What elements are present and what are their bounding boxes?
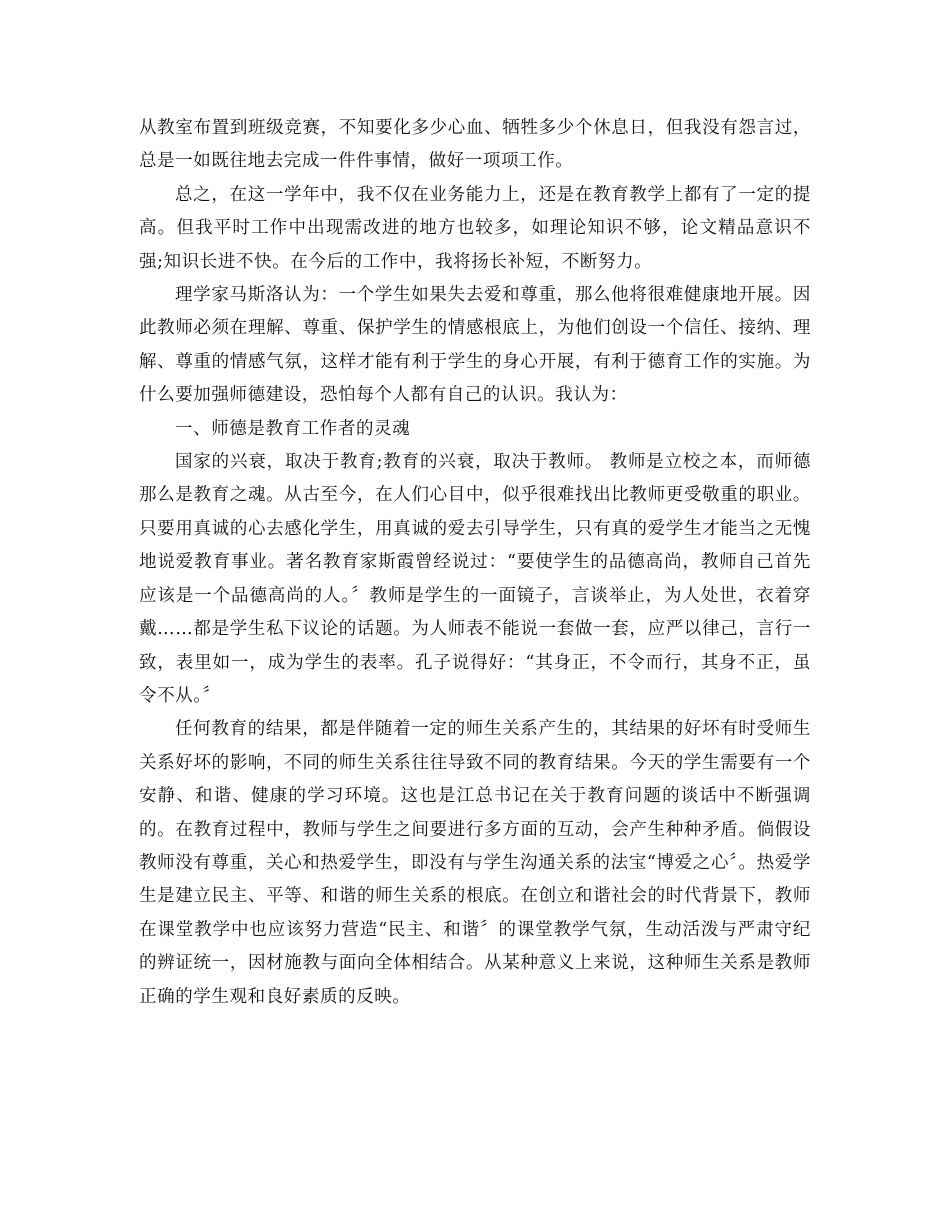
section-heading: 一、师德是教育工作者的灵魂 <box>175 418 411 439</box>
paragraph-4: 国家的兴衰，取决于教育;教育的兴衰，取决于教师。 教师是立校之本，而师德那么是教育之魂。从古至今，在人们心目中，似乎很难找出比教师更受敬重的职业。只要用真诚的心去感化学生，用真诚的爱去引导学生，只有真的爱学生才能当之无愧地说爱教育事业。著名教育家斯霞曾经说过：“要使学生的品德高尚，教师自己首先应该是一个品德高尚的人。〞教师是学生的一面镜子，言谈举止，为人处世，衣着穿戴……都是学生私下议论的话题。为人师表不能说一套做一套，应严以律己，言行一致，表里如一，成为学生的表率。孔子说得好：“其身正，不令而行，其身不正，虽令不从。〞 <box>139 452 811 706</box>
paragraph-2: 总之，在这一学年中，我不仅在业务能力上，还是在教育教学上都有了一定的提高。但我平时工作中出现需改进的地方也较多，如理论知识不够，论文精品意识不强;知识长进不快。在今后的工作中，我将扬长补短，不断努力。 <box>139 184 811 272</box>
paragraph-5: 任何教育的结果，都是伴随着一定的师生关系产生的，其结果的好坏有时受师生关系好坏的影响，不同的师生关系往往导致不同的教育结果。今天的学生需要有一个安静、和谐、健康的学习环境。这也是江总书记在关于教育问题的谈话中不断强调的。在教育过程中，教师与学生之间要进行多方面的互动，会产生种种矛盾。倘假设教师没有尊重，关心和热爱学生，即没有与学生沟通关系的法宝“博爱之心〞。热爱学生是建立民主、平等、和谐的师生关系的根底。在创立和谐社会的时代背景下，教师在课堂教学中也应该努力营造“民主、和谐〞的课堂教学气氛，生动活泼与严肃守纪的辨证统一，因材施教与面向全体相结合。从某种意义上来说，这种师生关系是教师正确的学生观和良好素质的反映。 <box>139 719 811 1007</box>
paragraph-1: 从教室布置到班级竞赛，不知要化多少心血、牺牲多少个休息日，但我没有怨言过，总是一如既往地去完成一件件事情，做好一项项工作。 <box>139 118 811 172</box>
paragraph-3: 理学家马斯洛认为：一个学生如果失去爱和尊重，那么他将很难健康地开展。因此教师必须在理解、尊重、保护学生的情感根底上，为他们创设一个信任、接纳、理解、尊重的情感气氛，这样才能有利于学生的身心开展，有利于德育工作的实施。为什么要加强师德建设，恐怕每个人都有自己的认识。我认为： <box>139 285 811 406</box>
document-body <box>139 112 811 1014</box>
